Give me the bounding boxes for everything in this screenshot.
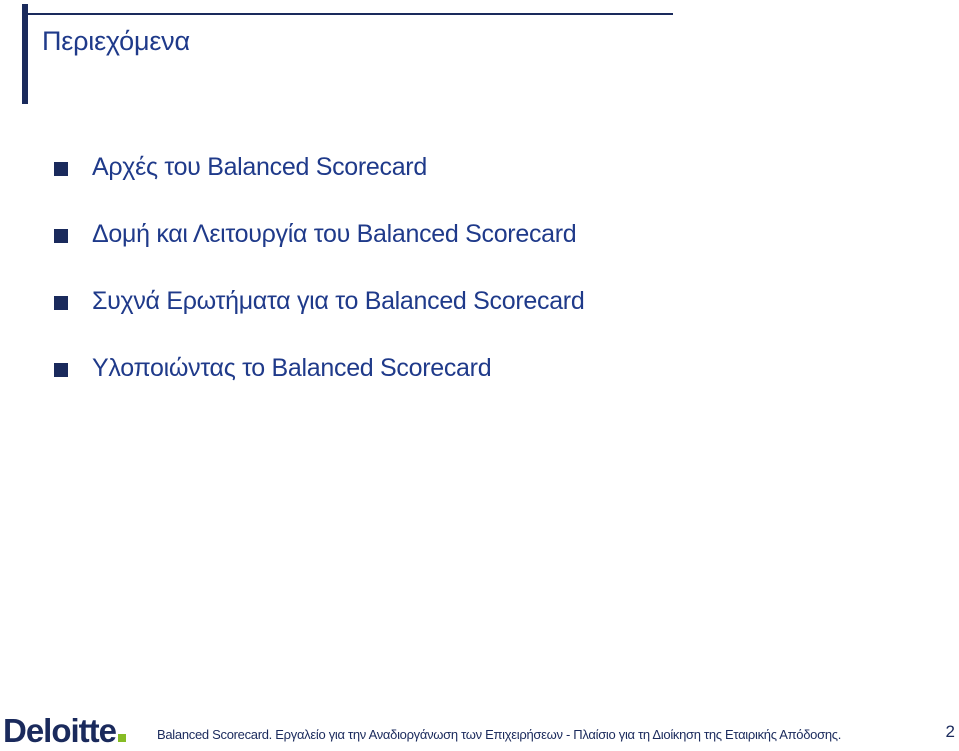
list-item — [54, 150, 584, 217]
list-item — [54, 284, 584, 351]
list-item-text: Αρχές του Balanced Scorecard — [92, 153, 427, 181]
page-title: Περιεχόμενα — [42, 26, 190, 56]
title-accent-bar — [22, 4, 28, 104]
title-rule — [22, 13, 673, 15]
square-bullet-icon — [54, 363, 68, 377]
square-bullet-icon — [54, 162, 68, 176]
square-bullet-icon — [54, 296, 68, 310]
list-item-text: Δομή και Λειτουργία του Balanced Scorecard — [92, 220, 577, 248]
deloitte-logo — [3, 713, 126, 749]
list-item — [54, 351, 584, 418]
logo-green-dot-icon — [118, 734, 126, 742]
square-bullet-icon — [54, 229, 68, 243]
footer-caption: Balanced Scorecard. Εργαλείο για την Αναδιοργάνωση των Επιχειρήσεων - Πλαίσιο για τη Διοίκηση της Εταιρικής Απόδοσης. — [157, 727, 842, 742]
logo-wordmark: Deloitte — [3, 712, 117, 749]
list-item-text: Υλοποιώντας το Balanced Scorecard — [92, 354, 492, 382]
list-item — [54, 217, 584, 284]
list-item-text: Συχνά Ερωτήματα για το Balanced Scorecard — [92, 287, 585, 315]
page-number: 2 — [945, 722, 955, 741]
contents-list — [54, 150, 584, 418]
